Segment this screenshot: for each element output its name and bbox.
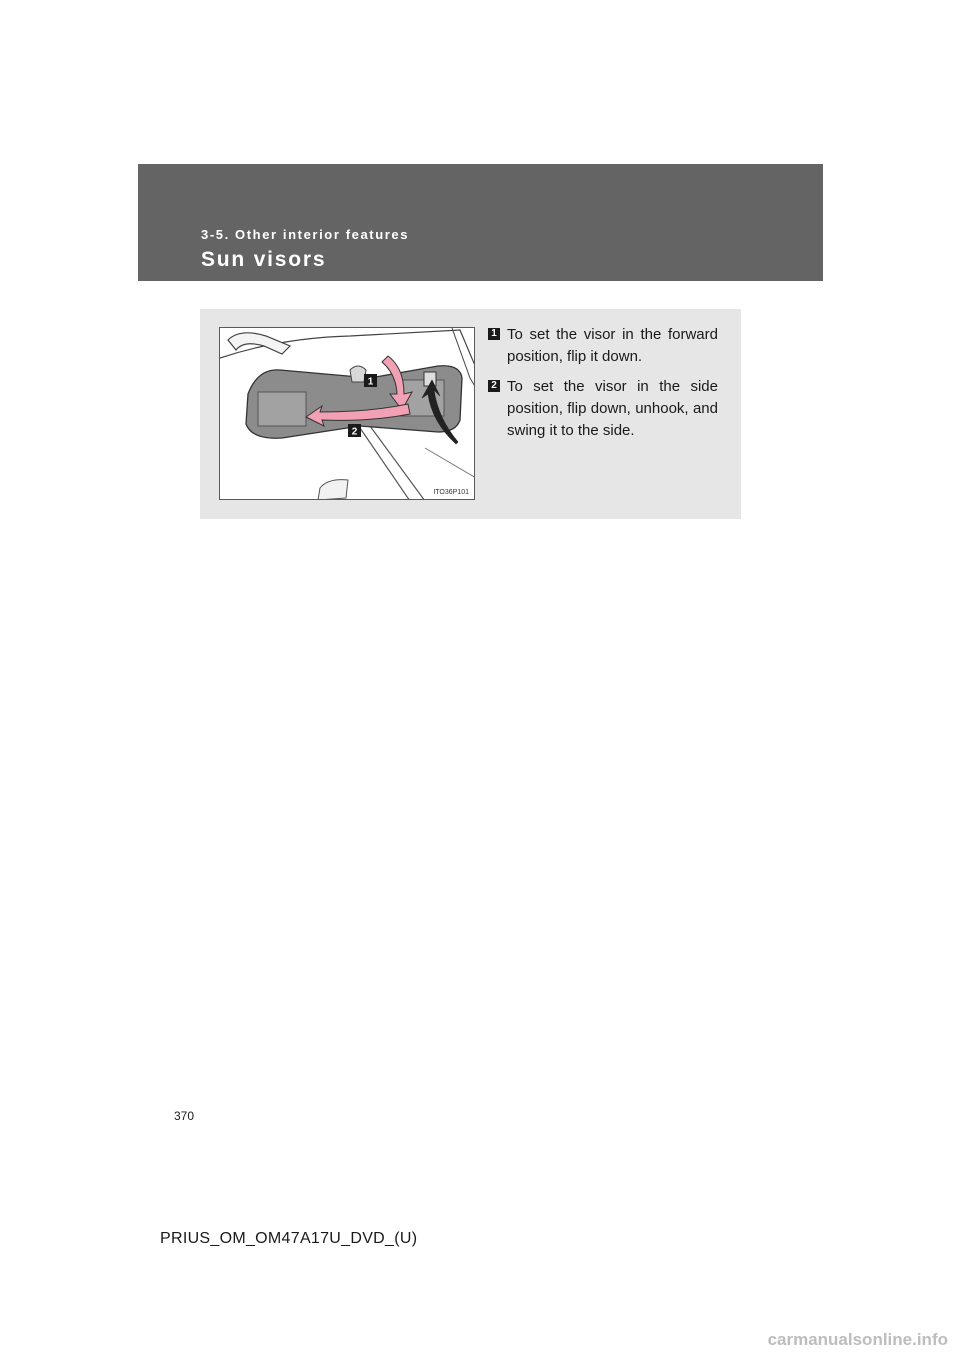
sun-visor-drawing [220,328,475,500]
page-number: 370 [174,1109,195,1123]
step-text: To set the visor in the side position, flip down, unhook, and swing it to the side. [507,378,718,439]
step-number-badge: 1 [488,328,500,340]
step-text: To set the visor in the forward position, flip it down. [507,326,718,365]
instruction-step-2 [488,376,718,442]
section-label: 3-5. Other interior features [201,227,410,242]
watermark: carmanualsonline.info [767,1330,948,1349]
figure-callout-2: 2 [351,426,358,438]
section-header [138,164,823,281]
step-number-badge: 2 [488,380,500,392]
content-box [200,309,741,519]
document-code: PRIUS_OM_OM47A17U_DVD_(U) [160,1230,418,1247]
sun-visor-illustration [219,327,475,500]
instruction-list [488,324,718,450]
page-title: Sun visors [201,248,327,271]
figure-code: ITO36P101 [433,489,469,496]
instruction-step-1 [488,324,718,368]
figure-callout-1: 1 [367,376,374,388]
